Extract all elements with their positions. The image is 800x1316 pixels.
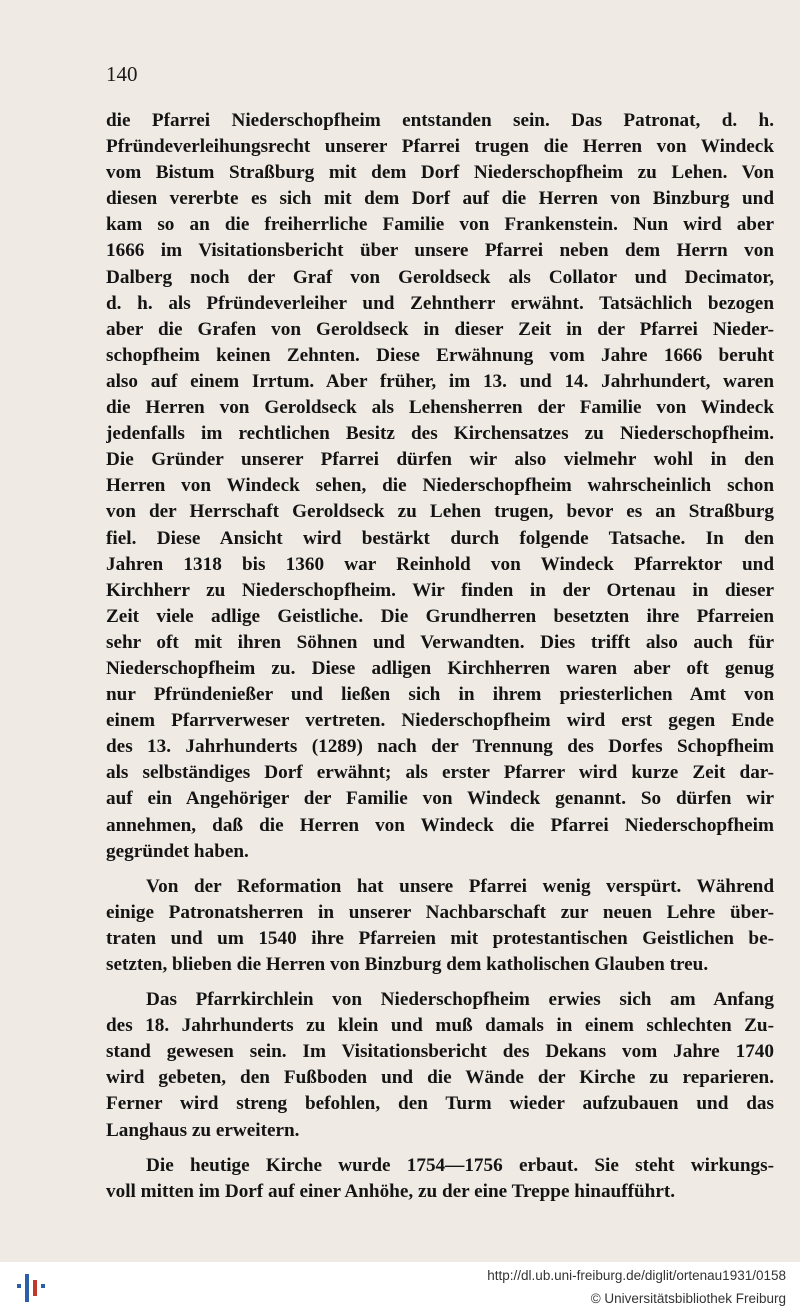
text-line: jedenfalls im rechtlichen Besitz des Kirchensatzes zu Niederschopfheim. [106,423,774,445]
copyright-notice: © Universitätsbibliothek Freiburg [590,1291,786,1306]
text-line: Dalberg noch der Graf von Geroldseck als Collator und Decimator, [106,266,774,288]
text-line: voll mitten im Dorf auf einer Anhöhe, zu der eine Treppe hinaufführt. [106,1180,676,1202]
text-line: Niederschopfheim zu. Diese adligen Kirchherren waren aber oft genug [106,657,774,679]
paragraph [106,108,774,865]
text-line: einem Pfarrverweser vertreten. Niederschopfheim wird erst gegen Ende [106,710,774,732]
text-line: Herren von Windeck sehen, die Niederschopfheim wahrscheinlich schon [106,475,774,497]
text-line: Die Gründer unserer Pfarrei dürfen wir also vielmehr wohl in den [106,449,774,471]
text-line: Die heutige Kirche wurde 1754—1756 erbaut. Sie steht wirkungs- [146,1154,774,1176]
paragraph [106,874,774,978]
text-line: des 18. Jahrhunderts zu klein und muß damals in einem schlechten Zu- [106,1015,774,1037]
paragraph [106,1153,774,1205]
text-line: Das Pfarrkirchlein von Niederschopfheim erwies sich am Anfang [146,989,774,1011]
text-line: schopfheim keinen Zehnten. Diese Erwähnung vom Jahre 1666 beruht [106,344,774,366]
text-line: des 13. Jahrhunderts (1289) nach der Trennung des Dorfes Schopfheim [106,736,774,758]
text-line: vom Bistum Straßburg mit dem Dorf Niederschopfheim zu Lehen. Von [106,162,774,184]
text-line: aber die Grafen von Geroldseck in dieser Zeit in der Pfarrei Nieder- [106,318,774,340]
paragraph [106,987,774,1144]
text-line: Ferner wird streng befohlen, den Turm wieder aufzubauen und das [106,1093,774,1115]
body-text [106,108,774,1214]
text-line: kam so an die freiherrliche Familie von Frankenstein. Nun wird aber [106,214,774,236]
text-line: nur Pfründenießer und ließen sich in ihrem priesterlichen Amt von [106,684,774,706]
text-line: als selbständiges Dorf erwähnt; als erster Pfarrer wird kurze Zeit dar- [106,762,774,784]
footer [0,1262,800,1316]
ub-freiburg-logo-icon[interactable] [14,1268,50,1308]
text-line: Pfründeverleihungsrecht unserer Pfarrei trugen die Herren von Windeck [106,136,774,158]
text-line: fiel. Diese Ansicht wird bestärkt durch folgende Tatsache. In den [106,527,774,549]
text-line: einige Patronatsherren in unserer Nachbarschaft zur neuen Lehre über- [106,901,774,923]
text-line: gegründet haben. [106,840,249,862]
text-line: sehr oft mit ihren Söhnen und Verwandten. Dies trifft also auch für [106,631,774,653]
text-line: stand gewesen sein. Im Visitationsbericht des Dekans vom Jahre 1740 [106,1041,774,1063]
text-line: 1666 im Visitationsbericht über unsere Pfarrei neben dem Herrn von [106,240,774,262]
text-line: diesen vererbte es sich mit dem Dorf auf die Herren von Binzburg und [106,188,774,210]
text-line: Kirchherr zu Niederschopfheim. Wir finden in der Ortenau in dieser [106,579,774,601]
text-line: Von der Reformation hat unsere Pfarrei wenig verspürt. Während [146,875,774,897]
text-line: von der Herrschaft Geroldseck zu Lehen trugen, bevor es an Straßburg [106,501,774,523]
text-line: setzten, blieben die Herren von Binzburg dem katholischen Glauben treu. [106,954,709,975]
text-line: annehmen, daß die Herren von Windeck die Pfarrei Niederschopfheim [106,814,774,836]
text-line: Jahren 1318 bis 1360 war Reinhold von Windeck Pfarrektor und [106,553,774,575]
text-line: die Herren von Geroldseck als Lehensherren der Familie von Windeck [106,397,774,419]
text-line: traten und um 1540 ihre Pfarreien mit protestantischen Geistlichen be- [106,927,774,949]
source-url[interactable]: http://dl.ub.uni-freiburg.de/diglit/ortenau1931/0158 [487,1268,786,1283]
text-line: Langhaus zu erweitern. [106,1119,300,1141]
text-line: die Pfarrei Niederschopfheim entstanden sein. Das Patronat, d. h. [106,110,774,131]
text-line: d. h. als Pfründeverleiher und Zehntherr erwähnt. Tatsächlich bezogen [106,292,774,314]
text-line: wird gebeten, den Fußboden und die Wände der Kirche zu reparieren. [106,1067,774,1089]
page-number: 140 [106,62,138,86]
text-line: Zeit viele adlige Geistliche. Die Grundherren besetzten ihre Pfarreien [106,605,774,627]
text-line: also auf einem Irrtum. Aber früher, im 13. und 14. Jahrhundert, waren [106,370,774,392]
text-line: auf ein Angehöriger der Familie von Windeck genannt. So dürfen wir [106,788,774,810]
